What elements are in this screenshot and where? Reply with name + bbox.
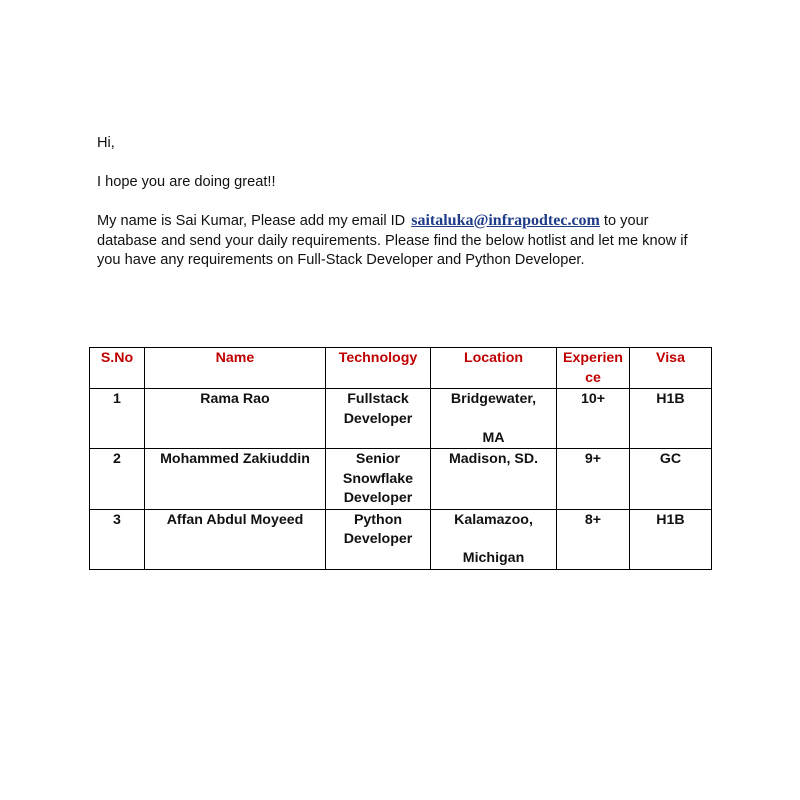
cell-name: Mohammed Zakiuddin	[145, 449, 326, 510]
cell-visa: GC	[630, 449, 712, 510]
header-technology: Technology	[326, 348, 431, 389]
location-line-2: MA	[482, 429, 505, 446]
header-experience: Experien ce	[557, 348, 630, 389]
cell-technology: Python Developer	[326, 509, 431, 569]
table-row	[90, 389, 712, 449]
location-line-1: Bridgewater,	[450, 391, 537, 407]
location-line-2: Michigan	[462, 550, 525, 566]
intro-paragraph	[97, 211, 707, 271]
cell-location	[431, 449, 557, 510]
cell-sno: 1	[90, 389, 145, 449]
cell-name: Affan Abdul Moyeed	[145, 509, 326, 569]
cell-sno: 3	[90, 509, 145, 569]
header-visa: Visa	[630, 348, 712, 389]
cell-sno: 2	[90, 449, 145, 510]
cell-location	[431, 509, 557, 569]
header-sno: S.No	[90, 348, 145, 389]
hotlist-table	[89, 347, 712, 570]
table-row	[90, 509, 712, 569]
table-row	[90, 449, 712, 510]
table-header-row	[90, 348, 712, 389]
location-line-1: Madison, SD.	[448, 451, 539, 467]
email-link[interactable]: saitaluka@infrapodtec.com	[411, 212, 600, 229]
cell-visa: H1B	[630, 509, 712, 569]
cell-name: Rama Rao	[145, 389, 326, 449]
cell-experience: 9+	[557, 449, 630, 510]
header-name: Name	[145, 348, 326, 389]
cell-visa: H1B	[630, 389, 712, 449]
cell-experience: 10+	[557, 389, 630, 449]
email-body	[97, 134, 707, 271]
greeting-text: Hi,	[97, 135, 115, 151]
hope-text: I hope you are doing great!!	[97, 173, 276, 190]
cell-location	[431, 389, 557, 449]
header-location: Location	[431, 348, 557, 389]
intro-text-before-email: My name is Sai Kumar, Please add my email ID	[97, 213, 406, 229]
cell-experience: 8+	[557, 509, 630, 569]
location-line-1: Kalamazoo,	[454, 511, 533, 528]
intro-text-after-email: to your database and send your daily requirements. Please find the below hotlist and let me know if you have any requirements on Full-Stack Developer and Python Developer.	[97, 213, 688, 268]
cell-technology: Senior Snowflake Developer	[326, 449, 431, 510]
cell-technology: Fullstack Developer	[326, 389, 431, 449]
